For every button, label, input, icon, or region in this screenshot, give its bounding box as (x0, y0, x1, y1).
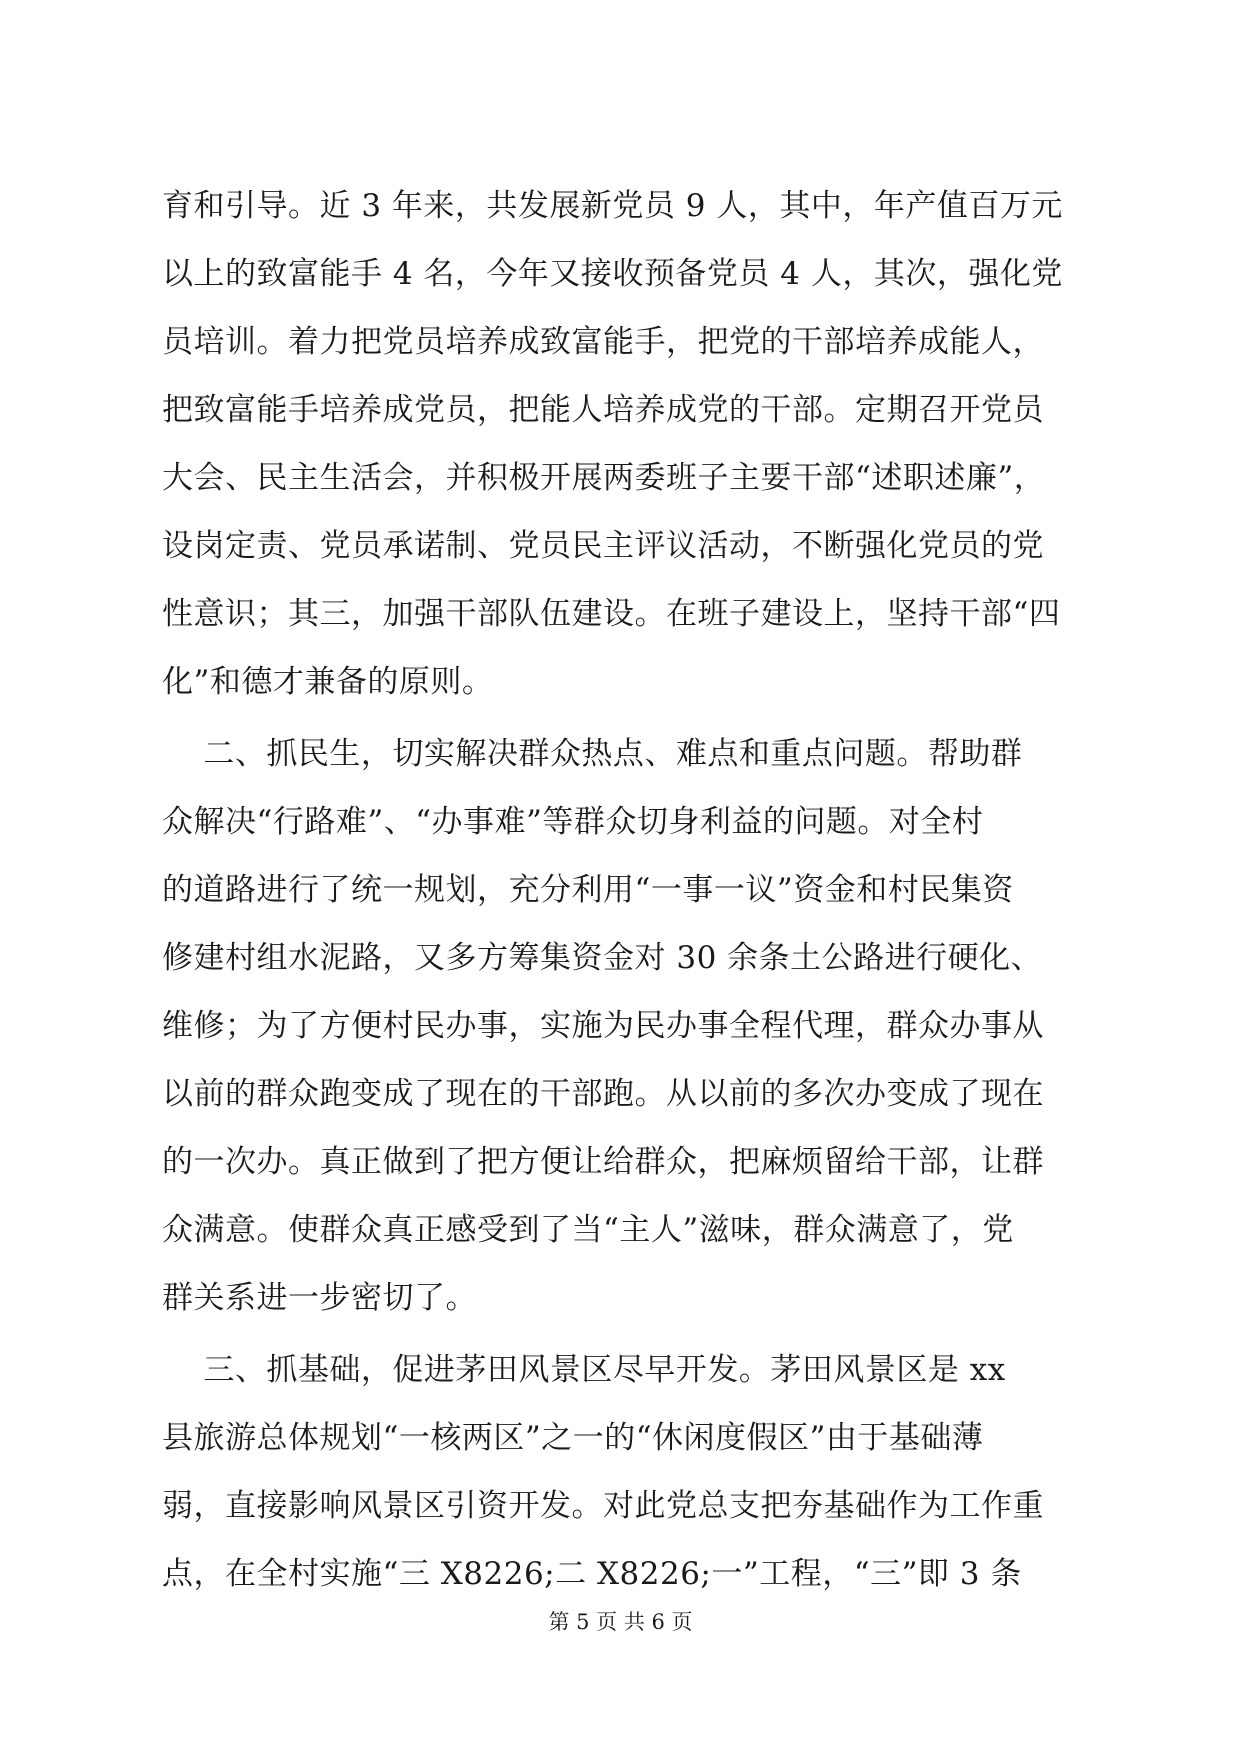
body-text-line: 修建村组水泥路，又多方筹集资金对 30 余条土公路进行硬化、 (162, 940, 1043, 976)
paragraph-start-line: 二、抓民生，切实解决群众热点、难点和重点问题。帮助群 (162, 736, 1023, 772)
body-text-line: 员培训。着力把党员培养成致富能手，把党的干部培养成能人， (162, 324, 1044, 360)
body-text-line: 众满意。使群众真正感受到了当“主人”滋味，群众满意了，党 (162, 1212, 1014, 1248)
paragraph-start-line: 三、抓基础，促进茅田风景区尽早开发。茅田风景区是 xx (162, 1352, 1006, 1388)
body-text-line: 点，在全村实施“三 X8226;二 X8226;一”工程，“三”即 3 条 (162, 1556, 1022, 1592)
body-text-line: 维修；为了方便村民办事，实施为民办事全程代理，群众办事从 (162, 1008, 1044, 1044)
body-text-line: 设岗定责、党员承诺制、党员民主评议活动，不断强化党员的党 (162, 528, 1044, 564)
page-number-footer: 第 5 页 共 6 页 (548, 1610, 693, 1634)
body-text-line: 以上的致富能手 4 名，今年又接收预备党员 4 人，其次，强化党 (162, 256, 1063, 292)
body-text-line: 化”和德才兼备的原则。 (162, 664, 494, 700)
body-text-line: 以前的群众跑变成了现在的干部跑。从以前的多次办变成了现在 (162, 1076, 1044, 1112)
body-text-line: 性意识；其三，加强干部队伍建设。在班子建设上，坚持干部“四 (162, 596, 1061, 632)
body-text-line: 群关系进一步密切了。 (162, 1280, 477, 1316)
body-text-line: 县旅游总体规划“一核两区”之一的“休闲度假区”由于基础薄 (162, 1420, 984, 1456)
body-text-line: 的道路进行了统一规划，充分利用“一事一议”资金和村民集资 (162, 872, 1014, 908)
body-text-line: 的一次办。真正做到了把方便让给群众，把麻烦留给干部，让群 (162, 1144, 1044, 1180)
body-text-line: 弱，直接影响风景区引资开发。对此党总支把夯基础作为工作重 (162, 1488, 1044, 1524)
body-text-line: 大会、民主生活会，并积极开展两委班子主要干部“述职述廉”， (162, 460, 1046, 496)
body-text-line: 把致富能手培养成党员，把能人培养成党的干部。定期召开党员 (162, 392, 1044, 428)
body-text-line: 育和引导。近 3 年来，共发展新党员 9 人，其中，年产值百万元 (162, 188, 1063, 224)
body-text-line: 众解决“行路难”、“办事难”等群众切身利益的问题。对全村 (162, 804, 984, 840)
